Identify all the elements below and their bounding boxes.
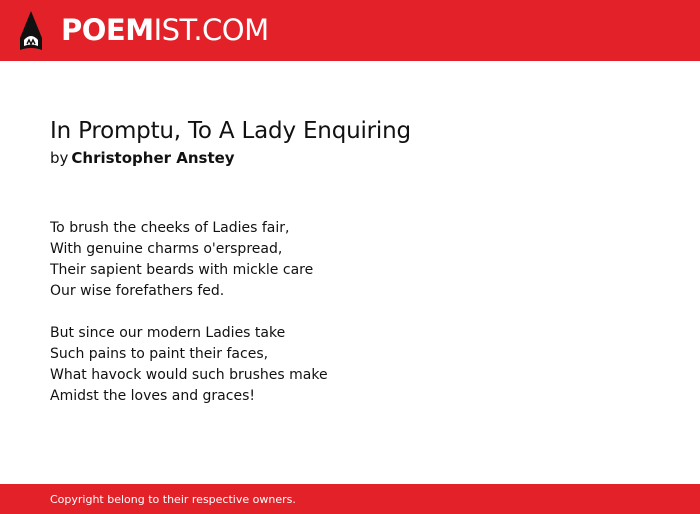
poem-line: What havock would such brushes make: [50, 367, 328, 383]
poem-title: In Promptu, To A Lady Enquiring: [50, 118, 411, 144]
pencil-icon: [18, 10, 44, 52]
site-footer: [0, 484, 700, 514]
poem-body: [50, 218, 650, 407]
poem-line: With genuine charms o'erspread,: [50, 241, 283, 257]
stanza: [50, 323, 650, 407]
poem-byline: [50, 147, 650, 169]
site-header: [0, 0, 700, 61]
copyright-text: Copyright belong to their respective owners.: [50, 492, 296, 506]
stanza: [50, 218, 650, 302]
byline-label: by: [50, 149, 69, 167]
poem-line: But since our modern Ladies take: [50, 325, 286, 341]
author-link[interactable]: Christopher Anstey: [71, 149, 235, 167]
logo-light-text: IST.COM: [153, 13, 269, 47]
poem-line: To brush the cheeks of Ladies fair,: [50, 220, 290, 236]
poem-line: Their sapient beards with mickle care: [50, 262, 314, 278]
logo-wordmark: [61, 13, 269, 47]
poem-line: Amidst the loves and graces!: [50, 388, 255, 404]
poem-line: Our wise forefathers fed.: [50, 283, 225, 299]
poem-line: Such pains to paint their faces,: [50, 346, 269, 362]
site-logo-link[interactable]: [18, 10, 269, 52]
logo-bold-text: POEM: [61, 13, 154, 47]
poem-content: [50, 116, 650, 428]
